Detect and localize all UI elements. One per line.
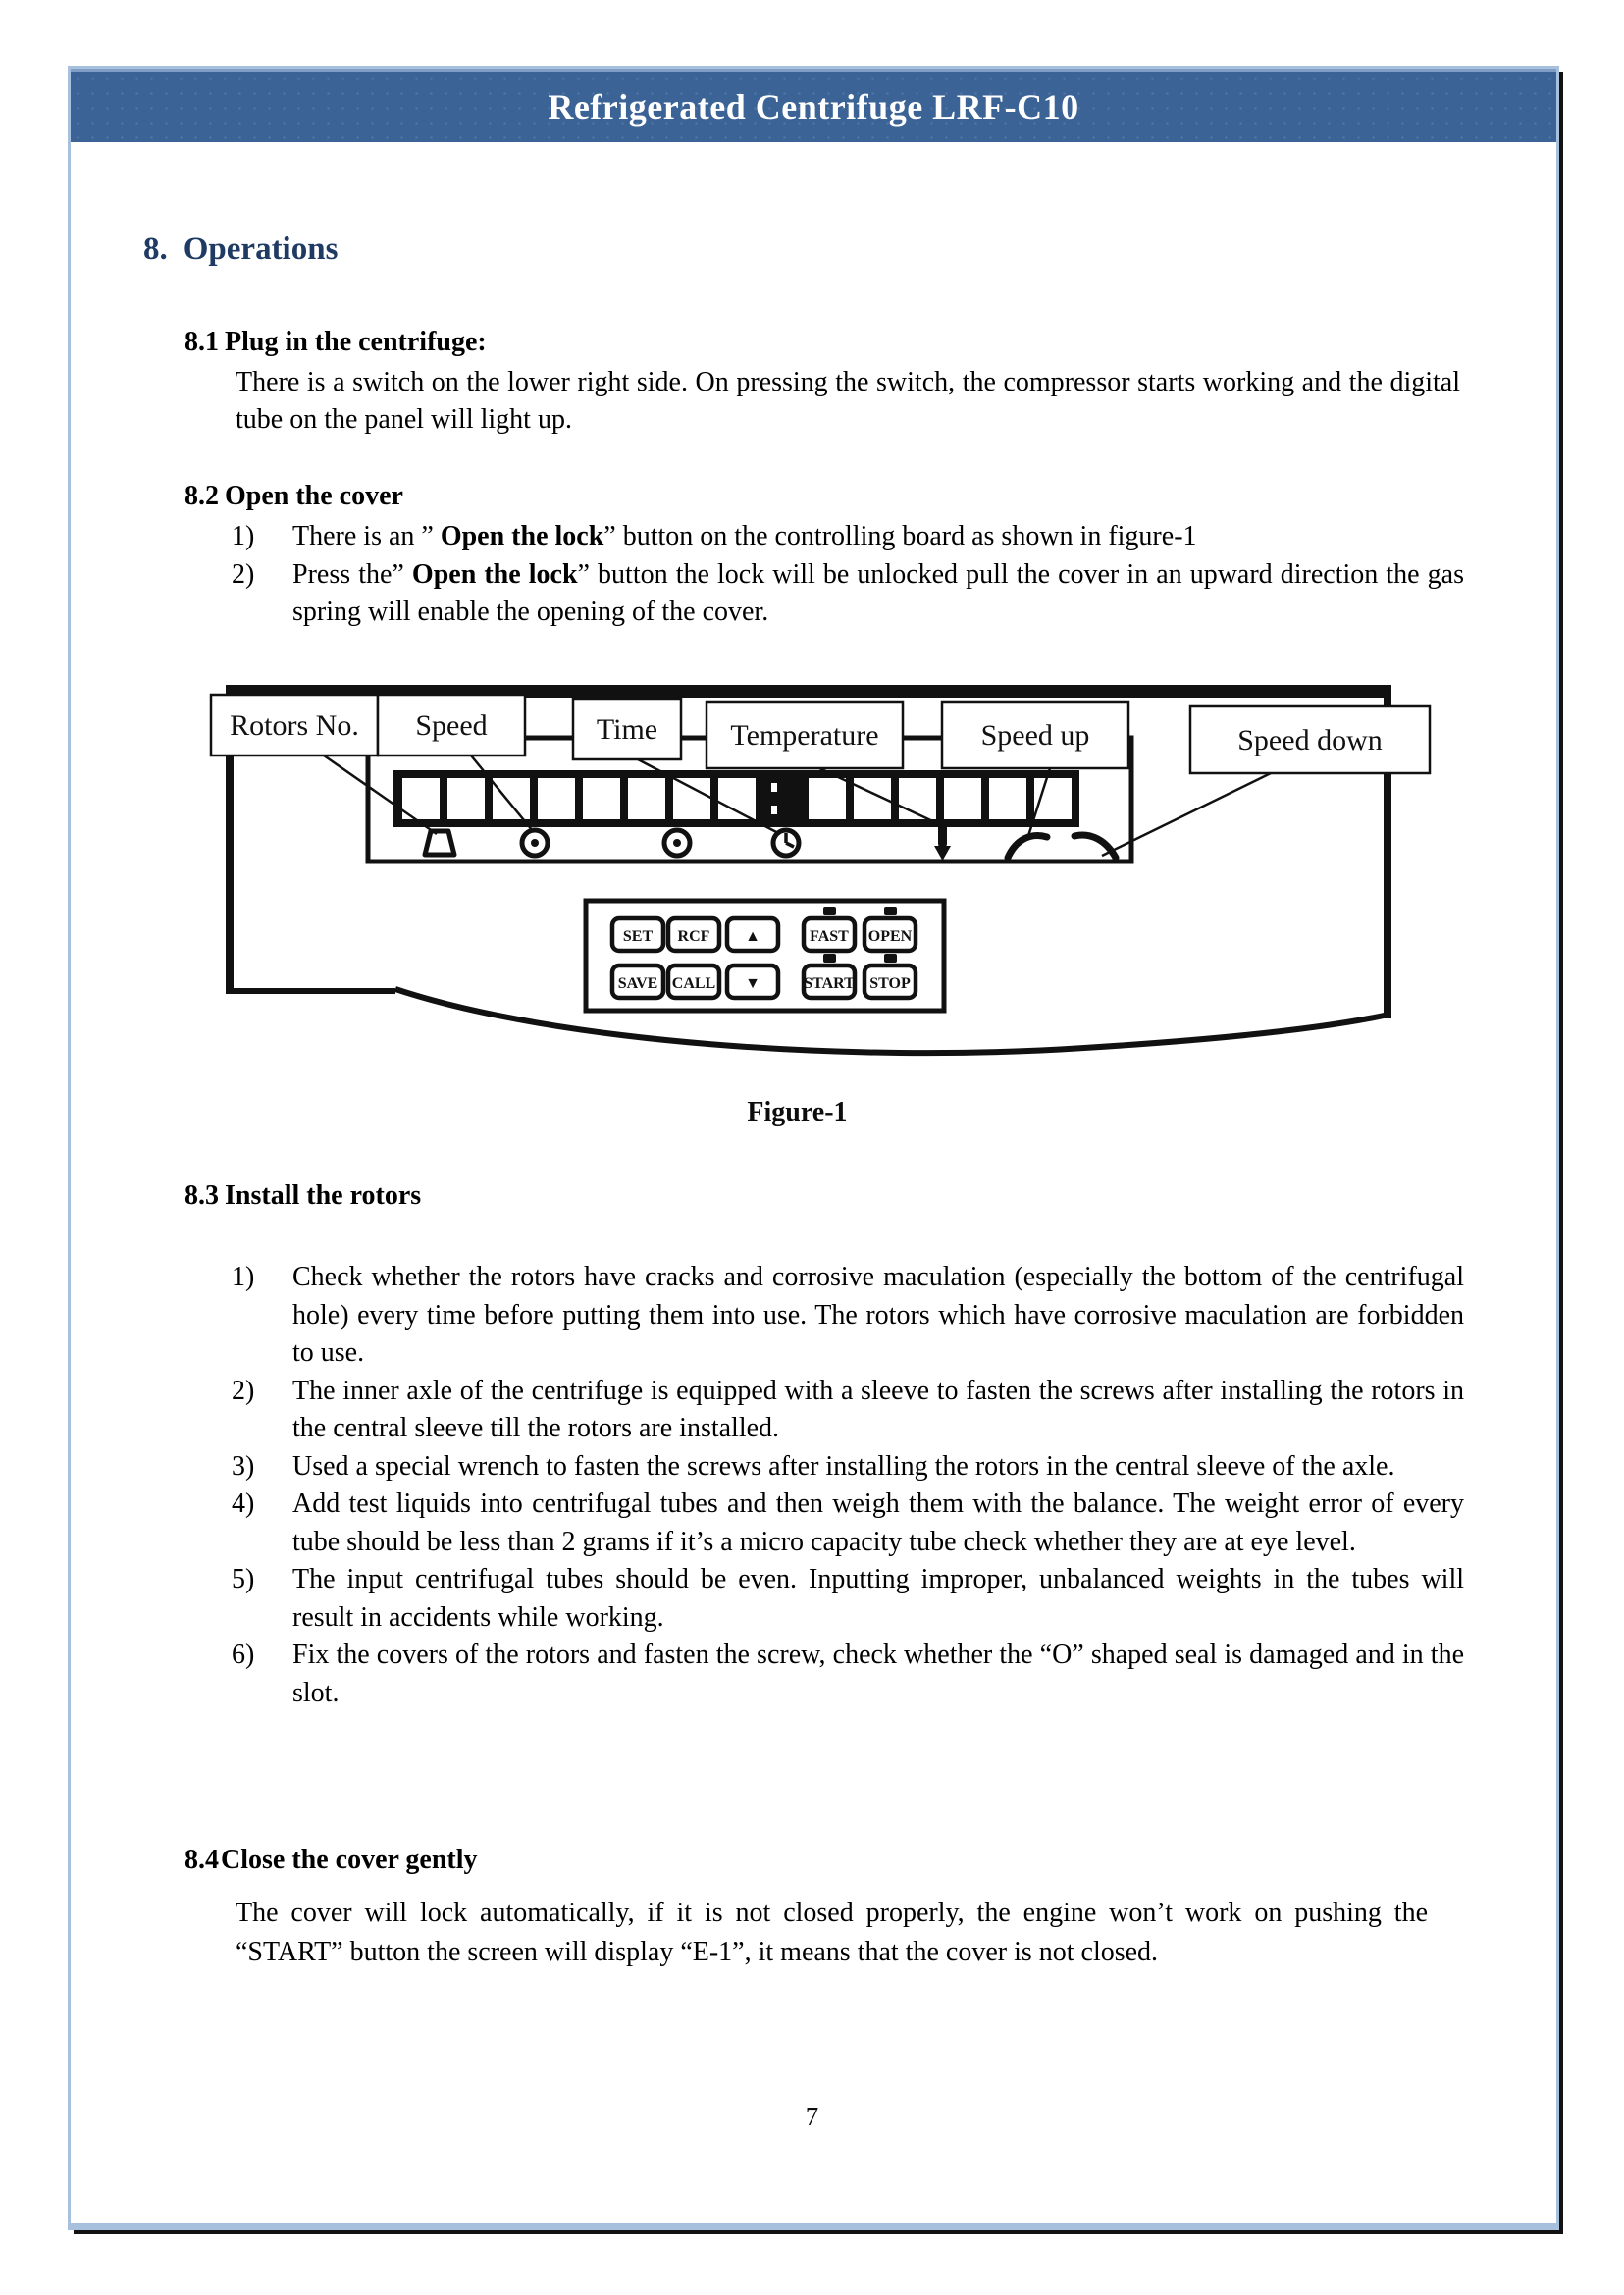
control-panel-drawing — [142, 677, 1452, 1069]
document-title: Refrigerated Centrifuge LRF-C10 — [548, 87, 1079, 127]
section-title: Operations — [183, 232, 339, 267]
list-marker: 4) — [232, 1488, 255, 1519]
list-item — [226, 1259, 1464, 1373]
subsection-title: Plug in the centrifuge: — [225, 327, 487, 357]
label-speed-down: Speed down — [1237, 724, 1383, 756]
list-item — [226, 556, 1464, 632]
subsection-title: Install the rotors — [225, 1180, 422, 1211]
down-arrow-button: ▼ — [745, 975, 760, 992]
subsection-number: 8.2 — [184, 481, 219, 511]
list-marker: 2) — [232, 1375, 255, 1406]
set-button: SET — [622, 928, 654, 945]
save-button: SAVE — [617, 975, 658, 992]
list-item — [226, 1561, 1464, 1637]
header-bar — [71, 69, 1556, 142]
open-button: OPEN — [867, 928, 913, 945]
keypad — [586, 901, 944, 1011]
call-button: CALL — [671, 975, 716, 992]
subsection-title: Open the cover — [225, 481, 403, 511]
label-speed: Speed — [415, 709, 488, 742]
list-text: Used a special wrench to fasten the screws after installing the rotors in the central sleeve of the axle. — [292, 1450, 1395, 1482]
list-text: Check whether the rotors have cracks and corrosive maculation (especially the bottom of the centrifugal hole) every time before putting them into use. The rotors which have corrosive maculation are forbidden to use. — [292, 1262, 1464, 1368]
start-led — [823, 954, 836, 963]
list-item — [226, 1637, 1464, 1712]
list-marker: 3) — [232, 1450, 255, 1482]
list-marker: 1) — [232, 1262, 255, 1292]
digital-display-strip — [393, 770, 1079, 827]
clock-icon — [773, 830, 799, 856]
rotor-icon — [425, 831, 454, 855]
list-item — [226, 1373, 1464, 1448]
list-marker: 6) — [232, 1640, 255, 1670]
list-item — [226, 1486, 1464, 1561]
section-heading-operations — [143, 232, 338, 268]
install-rotors-list — [226, 1259, 1464, 1712]
label-rotors-no: Rotors No. — [230, 709, 359, 742]
figure-1-diagram — [142, 677, 1452, 1069]
page-number: 7 — [805, 2102, 819, 2131]
list-text: Fix the covers of the rotors and fasten the screw, check whether the “O” shaped seal is damaged and in the slot. — [292, 1640, 1464, 1708]
speed-down-arc-icon — [1074, 835, 1116, 858]
up-arrow-button: ▲ — [745, 928, 760, 945]
section-number: 8. — [143, 232, 168, 267]
open-cover-list — [226, 518, 1464, 632]
label-temperature: Temperature — [730, 719, 879, 752]
stop-button: STOP — [869, 975, 911, 992]
subsection-8-3-heading — [184, 1180, 421, 1212]
list-text: The input centrifugal tubes should be even. Inputting improper, unbalanced weights in the tubes will result in accidents while working. — [292, 1564, 1464, 1633]
subsection-8-1-body: There is a switch on the lower right side. On pressing the switch, the compressor starts working and the digital tube on the panel will light up. — [236, 367, 1460, 435]
list-marker: 5) — [232, 1564, 255, 1594]
figure-caption: Figure-1 — [747, 1097, 848, 1127]
subsection-8-4-heading — [184, 1845, 478, 1876]
list-marker: 2) — [232, 558, 255, 590]
list-text: The inner axle of the centrifuge is equipped with a sleeve to fasten the screws after installing the rotors in the central sleeve till the rotors are installed. — [292, 1375, 1464, 1443]
subsection-8-2-heading — [184, 481, 403, 512]
list-text: Press the” Open the lock” button the lock will be unlocked pull the cover in an upward direction the gas spring will enable the opening of the cover. — [292, 558, 1464, 627]
label-speed-up: Speed up — [980, 719, 1090, 752]
fast-button: FAST — [810, 928, 849, 945]
subsection-number: 8.4 — [184, 1845, 219, 1875]
timer-dial-icon — [664, 830, 690, 856]
figure-labels — [211, 695, 1430, 773]
label-time: Time — [596, 713, 658, 746]
subsection-title: Close the cover gently — [221, 1845, 478, 1875]
subsection-8-1-heading — [184, 327, 487, 358]
list-marker: 1) — [232, 521, 255, 551]
subsection-number: 8.3 — [184, 1180, 219, 1211]
subsection-8-4-body: The cover will lock automatically, if it is not closed properly, the engine won’t work on pushing the “START” button the screen will display “E-1”, it means that the cover is not closed. — [236, 1898, 1428, 1967]
open-led — [884, 907, 897, 915]
list-text: Add test liquids into centrifugal tubes and then weigh them with the balance. The weight error of every tube should be less than 2 grams if it’s a micro capacity tube check whether they are at eye level. — [292, 1488, 1464, 1557]
speed-dial-icon — [522, 830, 548, 856]
list-item — [226, 1448, 1464, 1487]
subsection-number: 8.1 — [184, 327, 219, 357]
stop-led — [884, 954, 897, 963]
list-text: There is an ” Open the lock” button on the controlling board as shown in figure-1 — [292, 521, 1197, 551]
rcf-button: RCF — [677, 928, 710, 945]
list-item — [226, 518, 1464, 556]
start-button: START — [804, 975, 855, 992]
fast-led — [823, 907, 836, 915]
